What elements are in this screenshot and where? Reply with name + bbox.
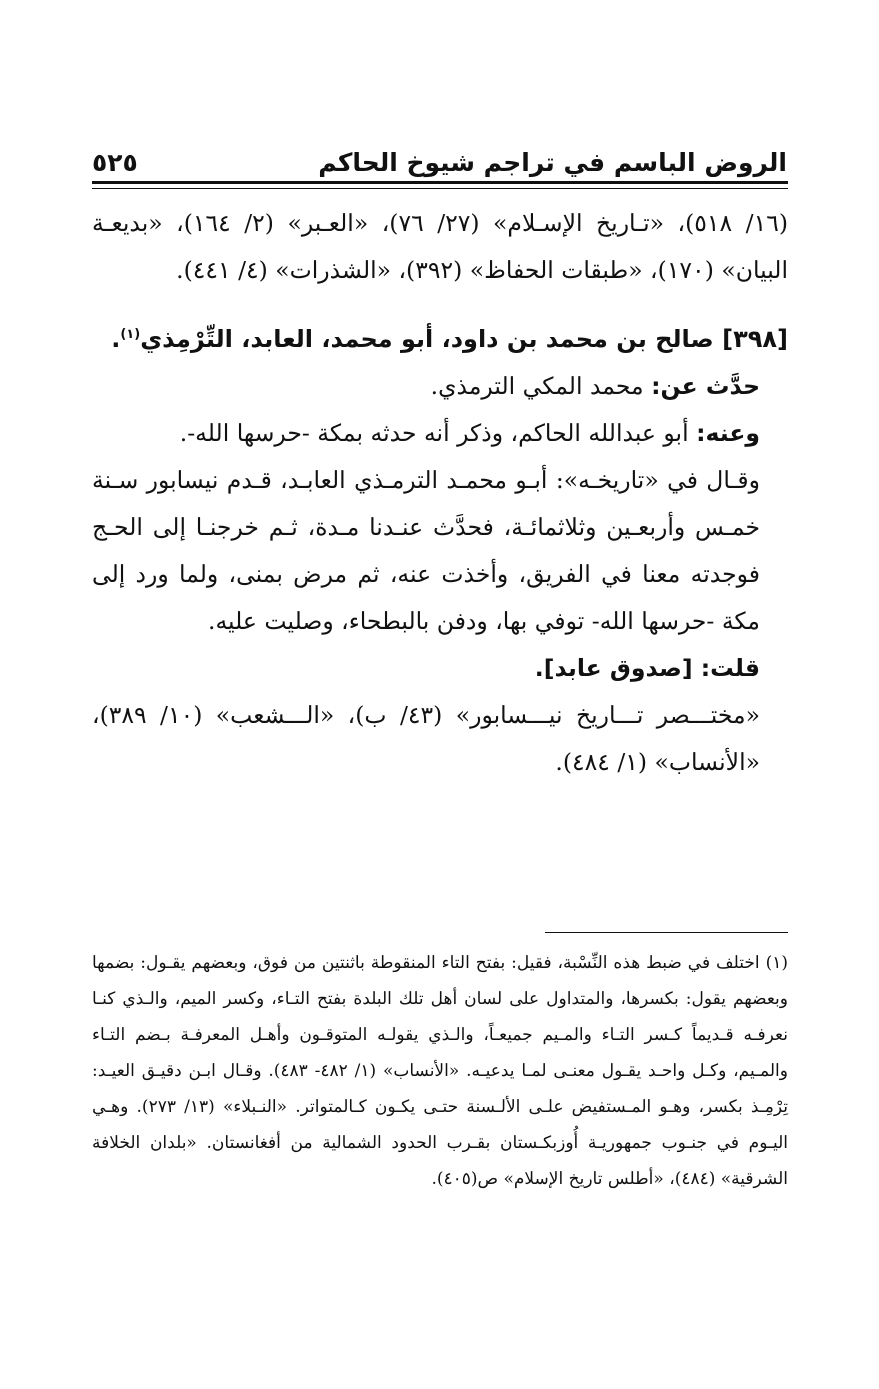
entry-sources: «مختـــصر تـــاريخ نيـــسابور» (٤٣/ ب)، «الـــشعب» (١٠/ ٣٨٩)، «الأنساب» (١/ ٤٨٤). bbox=[92, 701, 760, 776]
previous-entry-sources: (١٦/ ٥١٨)، «تـاريخ الإسـلام» (٢٧/ ٧٦)، «العـبر» (٢/ ١٦٤)، «بديعـة البيان» (١٧٠)، «طبقات الحفاظ» (٣٩٢)، «الشذرات» (٤/ ٤٤١). bbox=[92, 209, 788, 284]
narrated-by-text: أبو عبدالله الحاكم، وذكر أنه حدثه بمكة -حرسها الله-. bbox=[179, 419, 697, 447]
page-number: ٥٢٥ bbox=[92, 147, 138, 177]
narrated-from-line bbox=[92, 363, 788, 410]
running-header bbox=[92, 143, 787, 181]
footnote-marker: (١) bbox=[120, 327, 141, 342]
footnote-separator bbox=[545, 932, 788, 933]
narrated-from-label: حدَّث عن: bbox=[651, 372, 760, 400]
verdict: قلت: [صدوق عابد]. bbox=[534, 654, 760, 682]
entry-heading-end: . bbox=[111, 325, 121, 353]
tarikh-paragraph: وقـال في «تاريخـه»: أبـو محمـد الترمـذي العابـد، قـدم نيسابور سـنة خمـس وأربعـين وثلاثمائـة، فحدَّث عنـدنا مـدة، ثـم خرجنـا إلى الحـج فوجدته معنا في الفريق، وأخذت عنه، ثم مرض بمنى، ولما ورد إلى مكة -حرسها الله- توفي بها، ودفن بالبطحاء، وصليت عليه. bbox=[92, 466, 760, 635]
narrated-by-label: وعنه: bbox=[696, 419, 760, 447]
book-title: الروض الباسم في تراجم شيوخ الحاكم bbox=[318, 147, 787, 177]
main-text bbox=[92, 200, 788, 786]
footnote bbox=[92, 945, 788, 1197]
narrated-by-line bbox=[92, 410, 788, 457]
header-rule-thin bbox=[92, 188, 788, 189]
entry-heading-text: [٣٩٨] صالح بن محمد بن داود، أبو محمد، العابد، التِّرْمِذي bbox=[140, 325, 788, 353]
entry-heading bbox=[92, 316, 788, 363]
narrated-from-text: محمد المكي الترمذي. bbox=[430, 372, 652, 400]
header-rule-thick bbox=[92, 181, 788, 184]
footnote-text: (١) اختلف في ضبط هذه النِّسْبة، فقيل: بفتح التاء المنقوطة باثنتين من فوق، وبعضهم يقـول: بضمها وبعضهم يقول: بكسرها، والمتداول على لسان أهل تلك البلدة بفتح التـاء، وكسر الميم، والـذي كنـا نعرفـه قـديماً كـسر التـاء والمـيم جميعـاً، والـذي يقولـه المتوقـون وأهـل المعرفـة بـضم التـاء والمـيم، وكـل واحـد يقـول معنـى لمـا يدعيـه. «الأنساب» (١/ ٤٨٢- ٤٨٣). وقـال ابـن دقيـق العيـد: تِرْمِـذ بكسر، وهـو المـستفيض علـى الألـسنة حتـى يكـون كـالمتواتر. «النـبلاء» (١٣/ ٢٧٣). وهـي اليـوم في جنـوب جمهوريـة أُوزبكـستان بقـرب الحدود الشمالية من أفغانستان. «بلدان الخلافة الشرقية» (٤٨٤)، «أطلس تاريخ الإسلام» ص(٤٠٥). bbox=[92, 953, 788, 1189]
